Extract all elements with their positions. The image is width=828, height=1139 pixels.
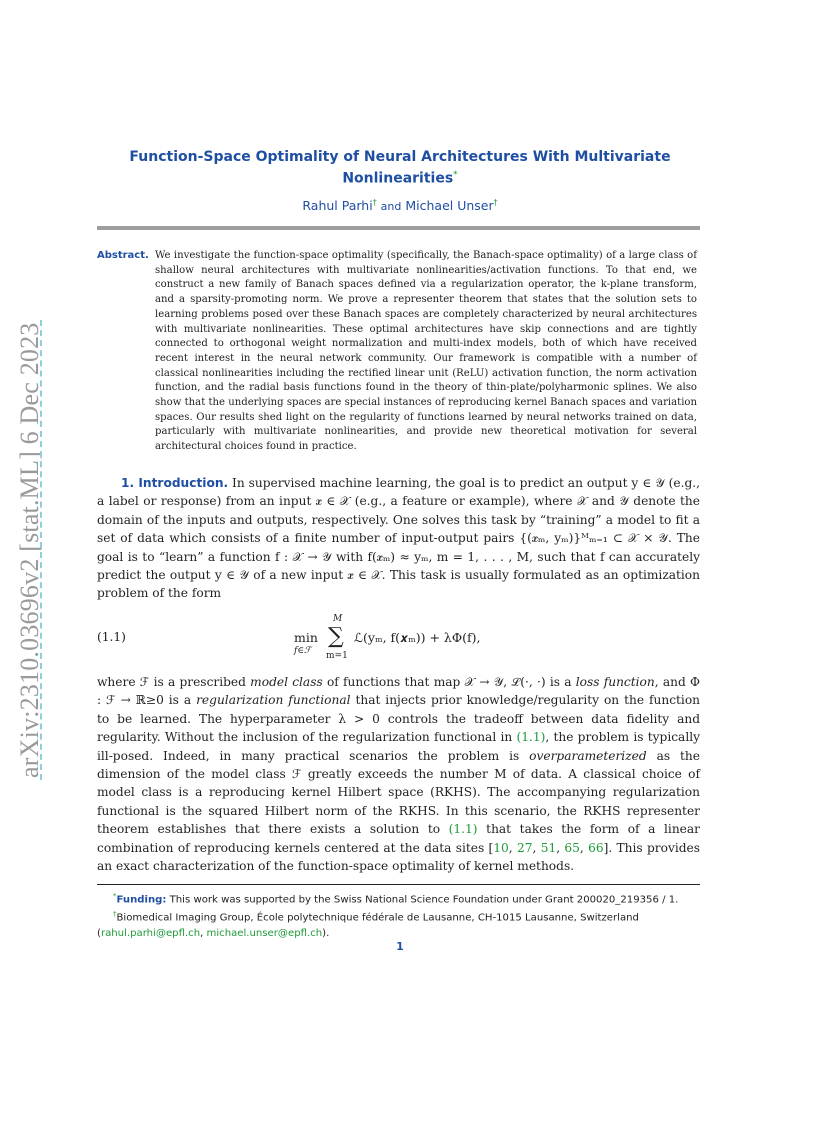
text-run: ]. This provides an exact characterization of the function-space optimality of kernel methods. [97, 840, 701, 874]
footnote-funding [97, 889, 700, 907]
emphasis: loss function [575, 675, 655, 689]
citation-link[interactable]: 66 [588, 840, 604, 855]
title-footnote-mark[interactable]: * [453, 170, 458, 180]
paper-title [100, 148, 700, 188]
author-and: and [380, 200, 402, 214]
title-rule [97, 226, 700, 230]
text-run: , and Φ : ℱ → ℝ≥0 is a [97, 675, 700, 708]
email-link[interactable]: michael.unser@epfl.ch [206, 927, 323, 939]
footnotes [97, 889, 700, 941]
citation-link[interactable]: 10 [493, 840, 509, 855]
text-run: where ℱ is a prescribed [97, 675, 251, 689]
author-footnote-mark[interactable]: † [372, 198, 377, 207]
eq-min-subscript: f∈ℱ [294, 646, 312, 656]
intro-text: In supervised machine learning, the goal is to predict an output y ∈ 𝒴 (e.g., a label or response) from an input 𝒙 ∈ 𝒳 (e.g., a feature or example), where 𝒳 and 𝒴 denote the domain of the inputs and outputs, respectively. One solves this task by “training” a model to fit a set of data which consists of a finite number of input-output pairs {(𝒙ₘ, yₘ)}ᴹₘ₌₁ ⊂ 𝒳 × 𝒴. The goal is to “learn” a function f : 𝒳 → 𝒴 with f(𝒙ₘ) ≈ yₘ, m = 1, . . . , M, such that f can accurately predict the output y ∈ 𝒴 of a new input 𝒙 ∈ 𝒳. This task is usually formulated as an optimization problem of the form [97, 476, 700, 601]
title-line-2: Nonlinearities [342, 170, 454, 187]
citation-link[interactable]: 65 [564, 840, 580, 855]
citation-link[interactable]: 51 [540, 840, 557, 855]
footnote-mark: * [113, 892, 117, 900]
continuation-paragraph: where ℱ is a prescribed model class of functions that map 𝒳 → 𝒴, ℒ(·, ·) is a loss function, and Φ : ℱ → ℝ≥0 is a regularization functional that injects prior knowledge/regularity on the function to be learned. The hyperparameter λ > 0 controls the tradeoff between data fidelity and regularity. Without the inclusion of the regularization functional in (1.1), the problem is typically ill-posed. Indeed, in many practical scenarios the problem is overparameterized as the dimension of the model class ℱ greatly exceeds the number M of data. A classical choice of model class is a reproducing kernel Hilbert space (RKHS). The accompanying regularization functional is the squared Hilbert norm of the RKHS. In this scenario, the RKHS representer theorem establishes that there exists a solution to (1.1) that takes the form of a linear combination of reproducing kernels centered at the data sites [10, 27, 51, 65, 66]. This provides an exact characterization of the function-space optimality of kernel methods. [97, 675, 701, 874]
footnote-rule [97, 884, 700, 885]
footnote-affiliation [97, 907, 700, 925]
equation-reference-link[interactable]: (1.1) [448, 822, 478, 837]
text-run: as the dimension of the model class ℱ greatly exceeds the number M of data. A classical choice of model class is a reproducing kernel Hilbert space (RKHS). The accompanying regularization functional is the squared Hilbert norm of the RKHS. In this scenario, the RKHS representer theorem establishes that there exists a solution to [97, 748, 700, 837]
equation-reference-link[interactable]: (1.1) [516, 730, 546, 745]
abstract-label: Abstract. [97, 250, 149, 261]
eq-body: ℒ(yₘ, f(𝒙ₘ)) + λΦ(f), [354, 630, 481, 645]
emphasis: regularization functional [196, 693, 351, 708]
page-number: 1 [396, 940, 404, 953]
eq-sum-upper: M [333, 614, 343, 624]
equation-1-1 [290, 614, 550, 664]
text-run: that injects prior knowledge/regularity on the function to be learned. The hyperparameter λ > 0 controls the tradeoff between data fidelity and regularity. Without the inclusion of the regularization functional in [97, 693, 701, 745]
author-name: Rahul Parhi [302, 198, 373, 214]
title-line-1: Function-Space Optimality of Neural Architectures With Multivariate [129, 149, 671, 165]
email-link[interactable]: rahul.parhi@epfl.ch [100, 927, 201, 939]
footnote-emails: (rahul.parhi@epfl.ch, michael.unser@epfl.ch). [97, 927, 330, 939]
text-run: that takes the form of a linear combination of reproducing kernels centered at the data sites [ [97, 822, 700, 855]
author-footnote-mark[interactable]: † [493, 198, 498, 207]
funding-text: This work was supported by the Swiss National Science Foundation under Grant 200020_219356 / 1. [166, 894, 679, 906]
eq-sum-symbol: ∑ [328, 624, 344, 649]
section-heading: 1. Introduction. [121, 476, 229, 490]
arxiv-stamp[interactable]: arXiv:2310.03696v2 [stat.ML] 6 Dec 2023 [15, 322, 44, 778]
affiliation-text: Biomedical Imaging Group, École polytechnique fédérale de Lausanne, CH-1015 Lausanne, Switzerland [116, 912, 639, 924]
citation-link[interactable]: 27 [516, 840, 533, 855]
text-run: of functions that map 𝒳 → 𝒴, ℒ(·, ·) is a [322, 675, 576, 689]
funding-label: Funding: [116, 894, 167, 906]
abstract [97, 249, 697, 455]
equation-number: (1.1) [97, 630, 126, 644]
text-run: , the problem is typically ill-posed. Indeed, in many practical scenarios the problem is [97, 730, 701, 763]
eq-min: min [294, 630, 318, 645]
arxiv-stamp-dash [40, 320, 43, 780]
abstract-text: We investigate the function-space optimality (specifically, the Banach-space optimality) of a large class of shallow neural architectures with multivariate nonlinearities/activation functions. To that end, we construct a new family of Banach spaces defined via a regularization operator, the k-plane transform, and a sparsity-promoting norm. We prove a representer theorem that states that the solution sets to learning problems posed over these Banach spaces are completely characterized by neural architectures with multivariate nonlinearities. These optimal architectures have skip connections and are tightly connected to orthogonal weight normalization and multi-index models, both of which have received recent interest in the neural network community. Our framework is compatible with a number of classical nonlinearities including the rectified linear unit (ReLU) activation function, the norm activation function, and the radial basis functions found in the theory of thin-plate/polyharmonic splines. We also show that the underlying spaces are special instances of reproducing kernel Banach spaces and variation spaces. Our results shed light on the regularity of functions learned by neural networks trained on data, particularly with multivariate nonlinearities, and provide new theoretical motivation for several architectural choices found in practice. [155, 250, 697, 453]
author-name: Michael Unser [405, 198, 494, 214]
introduction-paragraph [97, 474, 700, 603]
emphasis: overparameterized [529, 748, 647, 763]
eq-sum-lower: m=1 [326, 651, 348, 661]
author-line [100, 198, 700, 213]
emphasis: model class [250, 675, 323, 689]
footnote-mark: † [113, 910, 117, 919]
